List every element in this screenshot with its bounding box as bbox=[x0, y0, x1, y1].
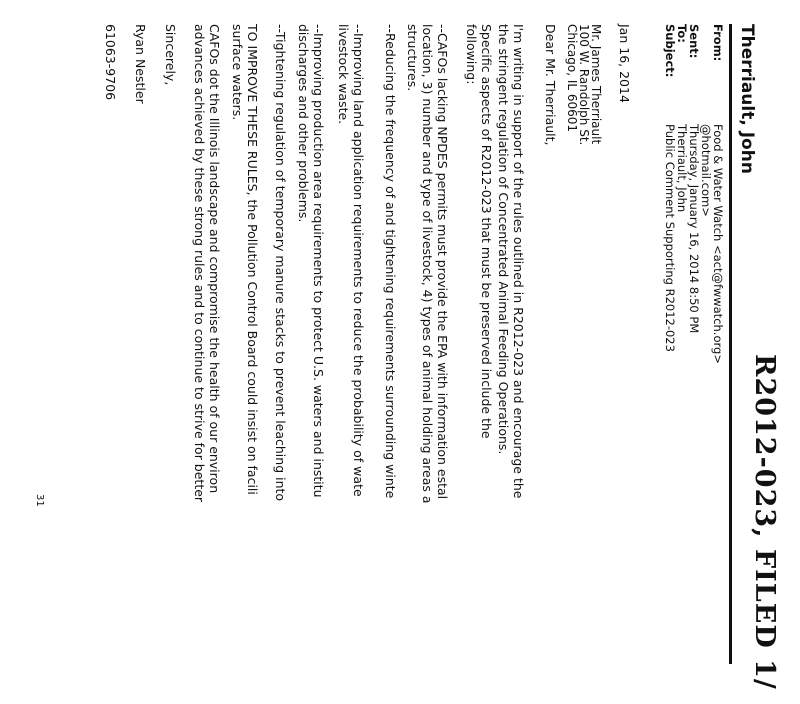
filing-stamp: R2012-023, FILED 1/ bbox=[749, 354, 780, 690]
bullet-line: --Tightening regulation of temporary manure stacks to prevent leaching into bbox=[273, 24, 288, 502]
bullet-line: discharges and other problems. bbox=[296, 24, 311, 223]
bullet-item bbox=[336, 24, 366, 497]
header-label: From: bbox=[711, 24, 725, 62]
sender-name: Therriault, John bbox=[737, 24, 757, 174]
aspects-intro-paragraph bbox=[464, 24, 494, 439]
signer-zip: 61063-9706 bbox=[103, 24, 118, 101]
intro-line: the stringent regulation of Concentrated Animal Feeding Operations. bbox=[496, 24, 511, 455]
signoff: Sincerely, bbox=[163, 24, 178, 86]
bullet-item bbox=[383, 24, 398, 498]
bullet-line: --Reducing the frequency of and tightening requirements surrounding winte bbox=[383, 24, 398, 499]
closing-paragraph bbox=[230, 24, 260, 495]
page-number: 31 bbox=[34, 494, 45, 507]
bullet-line: structures. bbox=[405, 24, 420, 92]
closing-line: surface waters. bbox=[230, 24, 245, 121]
bullet-line: livestock waste. bbox=[336, 24, 351, 125]
bullet-item bbox=[296, 24, 326, 498]
final-line: advances achieved by these strong rules and to continue to strive for better bbox=[192, 24, 207, 503]
intro-line: I'm writing in support of the rules outlined in R2012-023 and encourage the bbox=[511, 24, 526, 499]
aspects-intro-line: following: bbox=[464, 24, 479, 85]
header-value: Food & Water Watch <act@fwwatch.org> bbox=[711, 124, 725, 364]
header-row-from bbox=[712, 24, 724, 364]
header-value: @hotmail.com> bbox=[699, 124, 713, 217]
bullet-line: --CAFOs lacking NPDES permits must provide the EPA with information estal bbox=[435, 24, 450, 500]
header-value: Thursday, January 16, 2014 8:50 PM bbox=[687, 124, 701, 334]
header-label: To: bbox=[675, 24, 689, 43]
address-line: Mr. James Therriault bbox=[589, 24, 603, 145]
bullet-line: --Improving land application requirements to reduce the probability of wate bbox=[351, 24, 366, 497]
header-label: Subject: bbox=[663, 24, 677, 78]
header-rule bbox=[729, 24, 732, 664]
header-label: Sent: bbox=[687, 24, 701, 59]
signer-name: Ryan Nestler bbox=[133, 24, 148, 104]
header-row-subject bbox=[664, 24, 676, 364]
recipient-address bbox=[566, 24, 602, 145]
address-line: Chicago, IL 60601 bbox=[565, 24, 579, 133]
email-header bbox=[664, 24, 724, 364]
salutation: Dear Mr. Therriault, bbox=[543, 24, 558, 146]
header-value: Public Comment Supporting R2012-023 bbox=[663, 124, 677, 352]
address-line: 100 W. Randolph St. bbox=[577, 24, 591, 146]
bullet-item bbox=[405, 24, 450, 504]
header-label bbox=[700, 24, 712, 124]
final-paragraph bbox=[192, 24, 222, 502]
final-line: CAFOs dot the Illinois landscape and compromise the health of our environ bbox=[207, 24, 222, 494]
closing-line: TO IMPROVE THESE RULES, the Pollution Control Board could insist on facili bbox=[245, 24, 260, 495]
letter-date: Jan 16, 2014 bbox=[617, 24, 632, 103]
bullet-line: --Improving production area requirements to protect U.S. waters and institu bbox=[311, 24, 326, 498]
aspects-intro-line: Specific aspects of R2012-023 that must be preserved include the bbox=[479, 24, 494, 439]
rotated-letter-page bbox=[32, 24, 780, 704]
intro-paragraph bbox=[496, 24, 526, 498]
header-row-sent bbox=[688, 24, 700, 364]
bullet-line: location, 3) number and type of livestock, 4) types of animal holding areas a bbox=[420, 24, 435, 504]
bullet-item bbox=[273, 24, 288, 501]
header-value: Therriault, John bbox=[675, 124, 689, 213]
